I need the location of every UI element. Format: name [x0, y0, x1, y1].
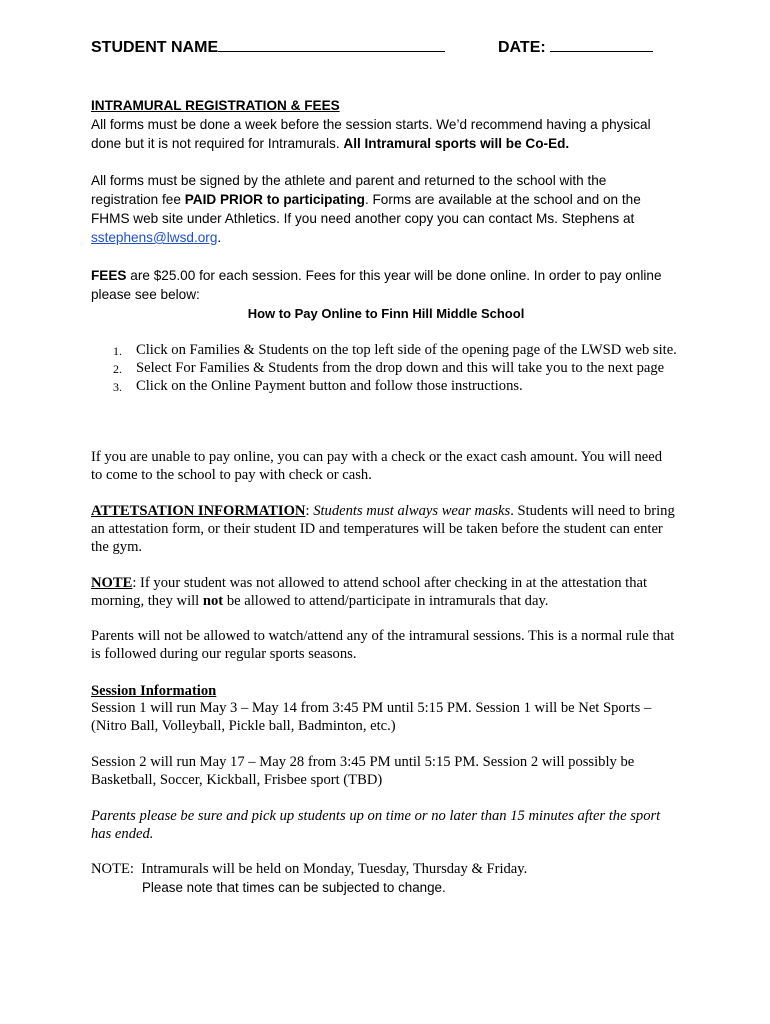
registration-p1-text: All forms must be done a week before the session starts. We’d recommend having a physical done but it is not required for Intramurals.	[91, 117, 651, 151]
registration-paragraph-2	[91, 171, 661, 247]
note-text-a: : If your student was not allowed to attend school after checking in at the attestation that morning, they will	[91, 575, 648, 609]
attestation-label: ATTETSATION INFORMATION	[91, 503, 306, 519]
fees-paragraph	[91, 266, 681, 304]
registration-paragraph-1	[91, 115, 676, 153]
attestation-text: . Students will need to bring an attestation form, or their student ID and temperatures will be taken before the student can enter the gym.	[91, 503, 675, 555]
session-1-paragraph: Session 1 will run May 3 – May 14 from 3:45 PM until 5:15 PM. Session 1 will be Net Sports – (Nitro Ball, Volleyball, Pickle ball, Badminton, etc.)	[91, 700, 652, 734]
payment-step	[91, 359, 681, 377]
pickup-notice: Parents please be sure and pick up students up on time or no later than 15 minutes after the sport has ended.	[91, 808, 661, 842]
note-bold-not: not	[202, 593, 224, 609]
step-text: Click on Families & Students on the top left side of the opening page of the LWSD web site.	[136, 342, 677, 358]
session-2-paragraph: Session 2 will run May 17 – May 28 from 3:45 PM until 5:15 PM. Session 2 will possibly be Basketball, Soccer, Kickball, Frisbee sport (TBD)	[91, 754, 635, 788]
mask-notice: Students must always wear masks	[313, 503, 511, 519]
step-text: Select For Families & Students from the drop down and this will take you to the next page	[136, 360, 665, 376]
student-name-blank[interactable]	[218, 37, 445, 52]
paid-prior-notice: PAID PRIOR to participating	[184, 192, 365, 207]
date-label: DATE:	[498, 39, 546, 56]
coed-notice: All Intramural sports will be Co-Ed.	[343, 136, 570, 151]
note-text-b: be allowed to attend/participate in intramurals that day.	[223, 593, 549, 609]
registration-p2-text-b: . Forms are available at the school and on the FHMS web site under Athletics. If you need another copy you can contact Ms. Stephens at	[91, 192, 641, 226]
student-name-label: STUDENT NAME	[91, 39, 219, 56]
parents-paragraph: Parents will not be allowed to watch/attend any of the intramural sessions. This is a normal rule that is followed during our regular sports seasons.	[91, 628, 675, 662]
offline-payment-paragraph: If you are unable to pay online, you can pay with a check or the exact cash amount. You will need to come to the school to pay with check or cash.	[91, 449, 663, 483]
how-to-pay-title: How to Pay Online to Finn Hill Middle School	[247, 306, 525, 321]
date-blank[interactable]	[550, 37, 653, 52]
step-number: 3.	[113, 380, 122, 394]
note-paragraph	[91, 574, 681, 610]
header-row	[91, 37, 691, 59]
email-link[interactable]: sstephens@lwsd.org	[91, 230, 218, 245]
step-number: 2.	[113, 362, 122, 376]
payment-step	[91, 377, 681, 395]
session-info-title: Session Information	[91, 683, 217, 699]
attestation-colon: :	[305, 503, 314, 519]
date-field[interactable]	[498, 37, 653, 57]
registration-title: INTRAMURAL REGISTRATION & FEES	[91, 98, 340, 113]
fees-label: FEES	[91, 268, 127, 283]
final-note-line-1: NOTE: Intramurals will be held on Monday, Tuesday, Thursday & Friday.	[91, 861, 528, 877]
payment-step	[91, 341, 681, 359]
student-name-field[interactable]	[91, 37, 445, 57]
payment-steps-list	[91, 341, 681, 395]
step-number: 1.	[113, 344, 122, 358]
note-label: NOTE	[91, 575, 133, 591]
fees-text: are $25.00 for each session. Fees for this year will be done online. In order to pay online please see below:	[91, 268, 662, 302]
registration-p2-text-a: All forms must be signed by the athlete and parent and returned to the school with the registration fee	[91, 173, 607, 207]
registration-p2-end: .	[217, 230, 222, 245]
final-note-line-2: Please note that times can be subjected to change.	[142, 880, 446, 895]
attestation-paragraph	[91, 502, 681, 556]
step-text: Click on the Online Payment button and follow those instructions.	[136, 378, 523, 394]
